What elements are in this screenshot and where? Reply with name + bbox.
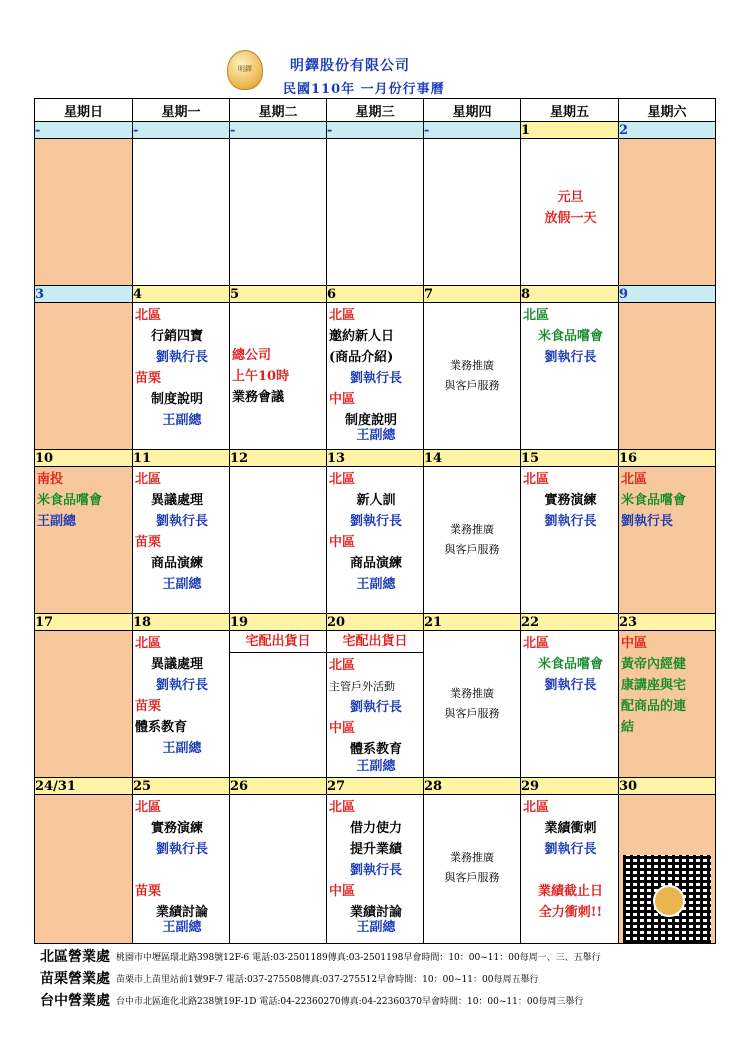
qr-code-icon bbox=[623, 855, 711, 943]
region-label: 北區 bbox=[523, 636, 550, 651]
day-cell bbox=[230, 303, 327, 450]
date-cell: 6 bbox=[327, 286, 424, 303]
office-info: 桃園市中壢區環北路398號12F-6 電話:03-2501189傳真:03-2501198早會時間：10：00~11：00每周一、三、五舉行 bbox=[116, 953, 601, 963]
event-text: 業績討論 bbox=[155, 905, 208, 920]
day-cell bbox=[327, 795, 424, 944]
day-cell bbox=[133, 631, 230, 778]
footer-office-miaoli bbox=[40, 968, 539, 988]
event-text: 商品演練 bbox=[349, 556, 402, 571]
date-cell: 24/31 bbox=[35, 778, 133, 795]
region-label: 北區 bbox=[329, 800, 356, 815]
office-name: 台中營業處 bbox=[40, 993, 110, 1009]
region-label: 北區 bbox=[329, 472, 356, 487]
event-text: 米食品嚐會 bbox=[537, 329, 603, 344]
date-cell: 23 bbox=[619, 614, 716, 631]
day-cell bbox=[230, 631, 327, 778]
event-text: 業務推廣 bbox=[450, 687, 494, 700]
presenter: 劉執行長 bbox=[155, 350, 208, 365]
day-cell bbox=[230, 795, 327, 944]
spacer bbox=[135, 860, 229, 881]
event-row bbox=[35, 303, 716, 450]
date-row bbox=[35, 450, 716, 467]
day-cell bbox=[619, 303, 716, 450]
day-cell bbox=[133, 467, 230, 614]
day-cell bbox=[327, 303, 424, 450]
day-cell bbox=[133, 303, 230, 450]
date-cell: 4 bbox=[133, 286, 230, 303]
day-cell bbox=[35, 303, 133, 450]
date-cell: 16 bbox=[619, 450, 716, 467]
date-cell: 1 bbox=[521, 122, 619, 139]
region-label: 北區 bbox=[135, 308, 162, 323]
day-cell bbox=[327, 139, 424, 286]
day-cell bbox=[619, 631, 716, 778]
day-cell bbox=[35, 795, 133, 944]
event-text: 上午10時 bbox=[232, 369, 290, 384]
office-name: 苗栗營業處 bbox=[40, 971, 110, 987]
event-text: (商品介紹) bbox=[329, 350, 394, 365]
event-row bbox=[35, 795, 716, 944]
date-row bbox=[35, 778, 716, 795]
region-label: 北區 bbox=[329, 658, 356, 673]
event-text: 業務推廣 bbox=[450, 851, 494, 864]
event-text: 提升業績 bbox=[349, 842, 402, 857]
event-text: 新人訓 bbox=[356, 493, 396, 508]
event-text: 業務推廣 bbox=[450, 523, 494, 536]
event-text: 業績截止日 bbox=[537, 884, 603, 899]
day-cell bbox=[133, 139, 230, 286]
event-row bbox=[35, 467, 716, 614]
date-cell: 21 bbox=[424, 614, 521, 631]
presenter: 王副總 bbox=[162, 577, 202, 592]
event-text: 配商品的連 bbox=[621, 699, 687, 714]
region-label: 北區 bbox=[621, 472, 648, 487]
day-cell bbox=[521, 631, 619, 778]
region-label: 南投 bbox=[37, 472, 64, 487]
event-text: 體系教育 bbox=[135, 720, 188, 735]
day-cell bbox=[424, 795, 521, 944]
office-info: 台中市北區進化北路238號19F-1D 電話:04-22360270傳真:04-22360370早會時間：10：00~11：00每周三舉行 bbox=[116, 997, 584, 1007]
day-cell bbox=[521, 467, 619, 614]
region-label: 中區 bbox=[621, 636, 648, 651]
presenter: 劉執行長 bbox=[155, 678, 208, 693]
event-text: 總公司 bbox=[232, 348, 272, 363]
event-text: 借力使力 bbox=[349, 821, 402, 836]
company-name: 明鐸股份有限公司 bbox=[290, 58, 410, 74]
region-label: 北區 bbox=[135, 472, 162, 487]
weekday-fri: 星期五 bbox=[521, 99, 619, 122]
day-cell bbox=[521, 139, 619, 286]
date-cell: - bbox=[424, 122, 521, 139]
day-cell bbox=[35, 467, 133, 614]
event-text: 實務演練 bbox=[544, 493, 597, 508]
presenter: 王副總 bbox=[37, 514, 77, 529]
event-text: 全力衝刺!! bbox=[538, 905, 603, 920]
presenter: 王副總 bbox=[162, 741, 202, 756]
region-label: 北區 bbox=[135, 636, 162, 651]
region-label: 中區 bbox=[329, 392, 356, 407]
company-logo-icon: 明鐸 bbox=[227, 50, 263, 90]
presenter: 劉執行長 bbox=[349, 514, 402, 529]
day-cell bbox=[521, 303, 619, 450]
date-cell: 20 bbox=[327, 614, 424, 631]
event-text: 康講座與宅 bbox=[621, 678, 687, 693]
date-cell: 11 bbox=[133, 450, 230, 467]
date-row bbox=[35, 122, 716, 139]
event-text: 制度說明 bbox=[151, 392, 204, 407]
date-cell: 3 bbox=[35, 286, 133, 303]
date-cell: 2 bbox=[619, 122, 716, 139]
event-text: 體系教育 bbox=[349, 742, 402, 757]
event-text: 業務推廣 bbox=[450, 359, 494, 372]
presenter: 劉執行長 bbox=[544, 842, 597, 857]
region-label: 北區 bbox=[523, 800, 550, 815]
event-text: 米食品嚐會 bbox=[37, 493, 103, 508]
region-label: 北區 bbox=[523, 308, 550, 323]
event-text: 結 bbox=[621, 720, 635, 735]
presenter: 劉執行長 bbox=[544, 514, 597, 529]
company-logo-icon bbox=[653, 885, 685, 917]
day-cell bbox=[424, 303, 521, 450]
event-text: 黃帝內經健 bbox=[621, 657, 687, 672]
date-row bbox=[35, 286, 716, 303]
date-cell: 8 bbox=[521, 286, 619, 303]
date-cell: 12 bbox=[230, 450, 327, 467]
day-cell bbox=[424, 467, 521, 614]
presenter: 劉執行長 bbox=[621, 514, 674, 529]
weekday-mon: 星期一 bbox=[133, 99, 230, 122]
date-cell: 28 bbox=[424, 778, 521, 795]
event-text: 與客戶服務 bbox=[444, 543, 500, 556]
day-cell bbox=[133, 795, 230, 944]
region-label: 苗栗 bbox=[135, 699, 162, 714]
presenter: 劉執行長 bbox=[544, 350, 597, 365]
weekday-sun: 星期日 bbox=[35, 99, 133, 122]
date-cell: 30 bbox=[619, 778, 716, 795]
event-text: 與客戶服務 bbox=[444, 707, 500, 720]
presenter: 劉執行長 bbox=[544, 678, 597, 693]
event-text: 制度說明 bbox=[345, 413, 398, 428]
calendar-table bbox=[34, 98, 716, 944]
calendar-subtitle: 民國110年 一月份行事曆 bbox=[283, 82, 445, 97]
date-cell: - bbox=[327, 122, 424, 139]
presenter: 劉執行長 bbox=[349, 700, 402, 715]
event-text: 業績討論 bbox=[349, 905, 402, 920]
delivery-banner: 宅配出貨日 bbox=[230, 631, 326, 653]
footer-office-taichung bbox=[40, 990, 583, 1010]
date-cell: 26 bbox=[230, 778, 327, 795]
weekday-header-row bbox=[35, 99, 716, 122]
day-cell bbox=[35, 139, 133, 286]
event-text: 米食品嚐會 bbox=[537, 657, 603, 672]
delivery-banner: 宅配出貨日 bbox=[327, 631, 423, 653]
event-text: 元旦 bbox=[557, 190, 584, 205]
region-label: 中區 bbox=[329, 721, 356, 736]
weekday-sat: 星期六 bbox=[619, 99, 716, 122]
event-text: 商品演練 bbox=[151, 556, 204, 571]
date-cell: - bbox=[35, 122, 133, 139]
office-name: 北區營業處 bbox=[40, 949, 110, 965]
weekday-wed: 星期三 bbox=[327, 99, 424, 122]
day-cell bbox=[619, 467, 716, 614]
presenter: 王副總 bbox=[356, 428, 396, 443]
region-label: 苗栗 bbox=[135, 884, 162, 899]
day-cell bbox=[521, 795, 619, 944]
event-row bbox=[35, 631, 716, 778]
date-cell: 7 bbox=[424, 286, 521, 303]
presenter: 劉執行長 bbox=[349, 863, 402, 878]
region-label: 苗栗 bbox=[135, 371, 162, 386]
date-cell: 29 bbox=[521, 778, 619, 795]
date-cell: 5 bbox=[230, 286, 327, 303]
date-cell: 10 bbox=[35, 450, 133, 467]
event-text: 邀約新人日 bbox=[329, 329, 395, 344]
event-text: 異議處理 bbox=[151, 657, 204, 672]
presenter: 劉執行長 bbox=[349, 371, 402, 386]
date-cell: 27 bbox=[327, 778, 424, 795]
event-text: 放假一天 bbox=[544, 211, 597, 226]
event-text: 主管戶外活動 bbox=[329, 680, 395, 693]
region-label: 北區 bbox=[329, 308, 356, 323]
footer-office-north bbox=[40, 946, 601, 966]
date-cell: 9 bbox=[619, 286, 716, 303]
date-cell: - bbox=[230, 122, 327, 139]
event-text: 業務會議 bbox=[232, 390, 285, 405]
date-cell: 19 bbox=[230, 614, 327, 631]
date-cell: - bbox=[133, 122, 230, 139]
day-cell bbox=[424, 139, 521, 286]
day-cell bbox=[230, 467, 327, 614]
day-cell bbox=[619, 139, 716, 286]
region-label: 苗栗 bbox=[135, 535, 162, 550]
region-label: 中區 bbox=[329, 535, 356, 550]
presenter: 劉執行長 bbox=[155, 842, 208, 857]
date-cell: 13 bbox=[327, 450, 424, 467]
date-cell: 25 bbox=[133, 778, 230, 795]
date-cell: 22 bbox=[521, 614, 619, 631]
event-text: 米食品嚐會 bbox=[621, 493, 687, 508]
event-row bbox=[35, 139, 716, 286]
event-text: 實務演練 bbox=[151, 821, 204, 836]
presenter: 王副總 bbox=[162, 413, 202, 428]
region-label: 北區 bbox=[523, 472, 550, 487]
region-label: 北區 bbox=[135, 800, 162, 815]
weekday-thu: 星期四 bbox=[424, 99, 521, 122]
presenter: 王副總 bbox=[356, 759, 396, 774]
event-text: 與客戶服務 bbox=[444, 871, 500, 884]
office-info: 苗栗市上苗里站前1號9F-7 電話:037-275508傳真:037-275512早會時間：10：00~11：00每周五舉行 bbox=[116, 975, 539, 985]
event-text: 行銷四寶 bbox=[151, 329, 204, 344]
date-row bbox=[35, 614, 716, 631]
presenter: 王副總 bbox=[162, 920, 202, 935]
day-cell bbox=[327, 467, 424, 614]
event-text: 與客戶服務 bbox=[444, 379, 500, 392]
date-cell: 18 bbox=[133, 614, 230, 631]
date-cell: 17 bbox=[35, 614, 133, 631]
region-label: 中區 bbox=[329, 884, 356, 899]
day-cell bbox=[327, 631, 424, 778]
presenter: 王副總 bbox=[356, 577, 396, 592]
event-text: 業績衝刺 bbox=[544, 821, 597, 836]
presenter: 王副總 bbox=[356, 920, 396, 935]
day-cell bbox=[35, 631, 133, 778]
day-cell bbox=[230, 139, 327, 286]
day-cell bbox=[424, 631, 521, 778]
event-text: 異議處理 bbox=[151, 493, 204, 508]
date-cell: 14 bbox=[424, 450, 521, 467]
day-cell bbox=[619, 795, 716, 944]
spacer bbox=[523, 860, 618, 881]
weekday-tue: 星期二 bbox=[230, 99, 327, 122]
presenter: 劉執行長 bbox=[155, 514, 208, 529]
date-cell: 15 bbox=[521, 450, 619, 467]
